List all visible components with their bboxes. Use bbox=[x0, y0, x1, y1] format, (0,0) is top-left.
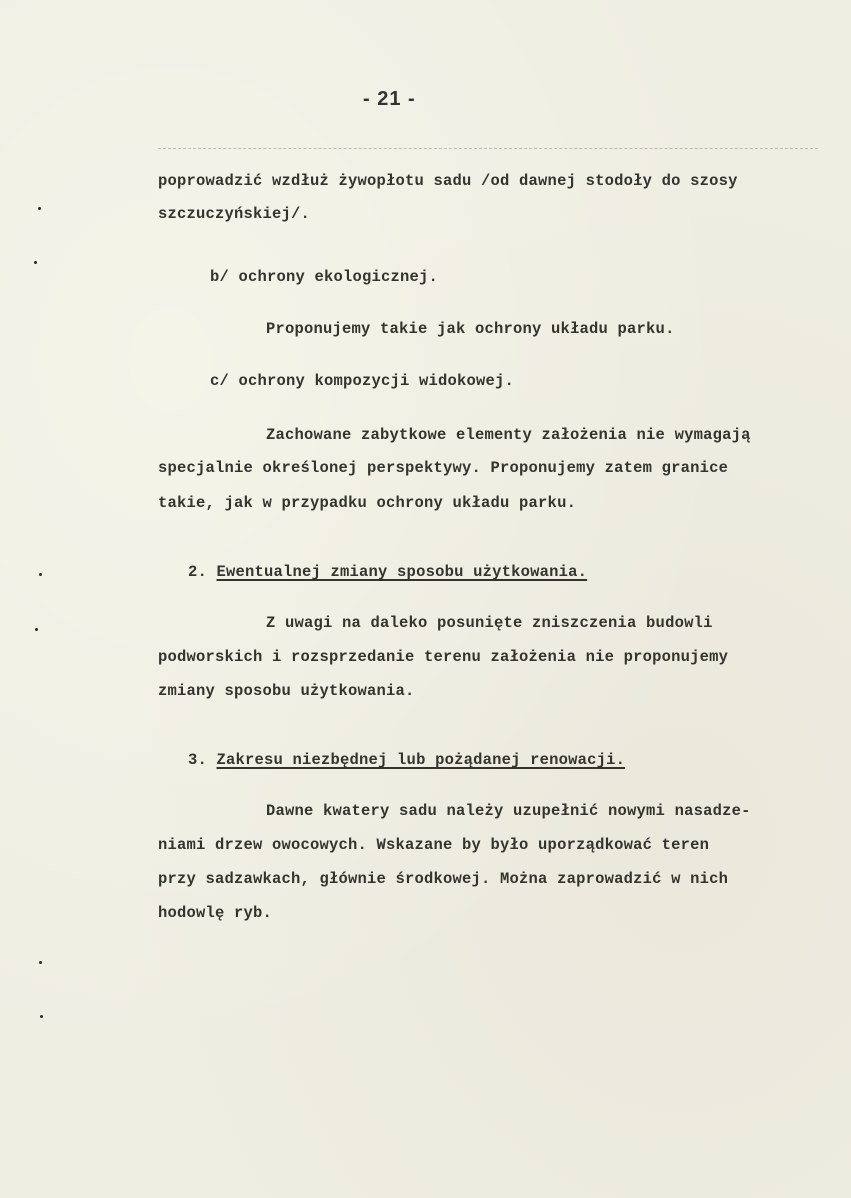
item-c-text-line-2: specjalnie określonej perspektywy. Proponujemy zatem granice bbox=[158, 459, 729, 477]
item-c-text-line-3: takie, jak w przypadku ochrony układu parku. bbox=[158, 494, 577, 512]
section-2-number: 2. bbox=[188, 563, 208, 581]
section-3-text-line-1: Dawne kwatery sadu należy uzupełnić nowymi nasadze- bbox=[266, 802, 751, 820]
section-3-text-line-4: hodowlę ryb. bbox=[158, 904, 273, 922]
continuation-line-2: szczuczyńskiej/. bbox=[158, 205, 311, 223]
section-3-title: Zakresu niezbędnej lub pożądanej renowacji. bbox=[216, 751, 626, 769]
item-c-label: c/ ochrony kompozycji widokowej. bbox=[210, 372, 515, 390]
margin-mark bbox=[39, 961, 42, 964]
margin-mark bbox=[35, 628, 38, 631]
section-3-number: 3. bbox=[188, 751, 208, 769]
item-b-label: b/ ochrony ekologicznej. bbox=[210, 268, 439, 286]
margin-mark bbox=[39, 573, 42, 576]
header-divider bbox=[158, 148, 818, 149]
item-c-text-line-1: Zachowane zabytkowe elementy założenia nie wymagają bbox=[266, 426, 751, 444]
margin-mark bbox=[40, 1015, 43, 1018]
section-2-heading bbox=[188, 563, 587, 581]
item-b-text: Proponujemy takie jak ochrony układu parku. bbox=[266, 320, 675, 338]
section-3-heading bbox=[188, 751, 625, 769]
section-2-text-line-2: podworskich i rozsprzedanie terenu założenia nie proponujemy bbox=[158, 648, 729, 666]
continuation-line-1: poprowadzić wzdłuż żywopłotu sadu /od dawnej stodoły do szosy bbox=[158, 172, 738, 190]
page-number: - 21 - bbox=[363, 88, 416, 110]
section-3-text-line-3: przy sadzawkach, głównie środkowej. Można zaprowadzić w nich bbox=[158, 870, 729, 888]
section-2-text-line-1: Z uwagi na daleko posunięte zniszczenia budowli bbox=[266, 614, 713, 632]
margin-mark bbox=[34, 261, 37, 264]
section-2-title: Ewentualnej zmiany sposobu użytkowania. bbox=[216, 563, 588, 581]
margin-mark bbox=[38, 207, 41, 210]
section-3-text-line-2: niami drzew owocowych. Wskazane by było uporządkować teren bbox=[158, 836, 710, 854]
section-2-text-line-3: zmiany sposobu użytkowania. bbox=[158, 682, 415, 700]
